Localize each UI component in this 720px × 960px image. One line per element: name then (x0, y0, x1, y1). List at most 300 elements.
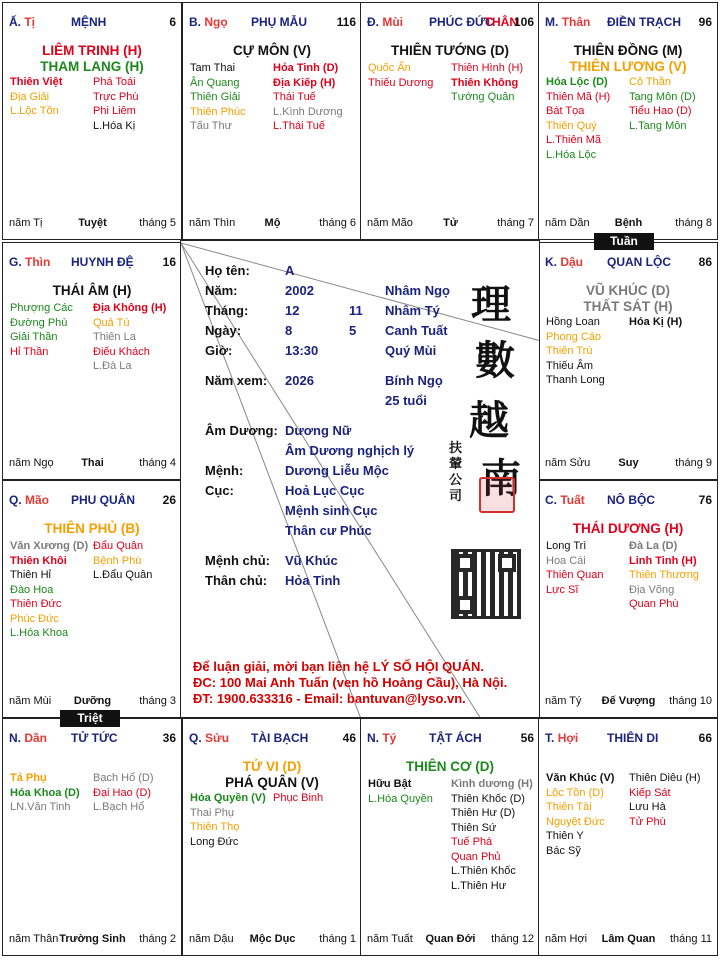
palace-number: 46 (342, 731, 356, 745)
minor-stars-right (93, 539, 152, 583)
minor-star: Thiếu Dương (368, 76, 434, 89)
palace-stage: Mộ (264, 217, 281, 229)
minor-star: L.Hóa Quyền (368, 792, 433, 805)
minor-star: Địa Kiếp (H) (273, 76, 336, 89)
minor-stars-right (93, 301, 166, 374)
minor-star: L.Hóa Kị (93, 119, 136, 132)
palace-cell[interactable] (182, 718, 362, 956)
palace-name: PHỤ MẪU (251, 15, 307, 29)
minor-star: Phục Binh (273, 792, 324, 804)
minor-star: Địa Giải (10, 90, 50, 103)
minor-star: Đẩu Quân (93, 540, 144, 552)
palace-number: 96 (698, 15, 712, 29)
am-duong-label: Âm Dương: (205, 423, 278, 438)
palace-stage: Tuyệt (78, 217, 107, 229)
palace-year: năm Tuất (367, 933, 413, 945)
palace-footer (367, 933, 534, 947)
minor-star: Phong Cáo (546, 330, 602, 343)
minor-star: Đào Hoa (10, 583, 54, 596)
minor-stars-left (190, 61, 246, 134)
main-star: THAM LANG (H) (40, 59, 144, 74)
palace-can: Q. (9, 493, 22, 507)
palace-header (189, 15, 356, 31)
palace-name: NÔ BỘC (607, 493, 655, 507)
palace-stage: Mộc Dục (249, 933, 296, 945)
main-stars (183, 759, 361, 791)
minor-star: Quả Tú (93, 316, 130, 329)
palace-name: TẬT ÁCH (429, 731, 482, 745)
minor-stars-left (10, 75, 62, 119)
than-marker: THÂN (484, 15, 518, 29)
minor-star: Thiên Đức (10, 598, 62, 610)
minor-star: Thiên Tài (546, 801, 592, 813)
minor-star: L.Lộc Tồn (10, 105, 59, 117)
qr-code[interactable] (451, 549, 521, 619)
minor-star: L.Tang Môn (629, 119, 687, 132)
minor-stars-right (93, 75, 138, 133)
minor-star: Hóa Khoa (D) (10, 786, 80, 799)
tuan-marker: Tuần (594, 233, 654, 250)
minor-star: Thiên Hình (H) (451, 62, 524, 74)
palace-footer (545, 695, 712, 709)
minor-stars-right (629, 75, 696, 133)
palace-number: 76 (698, 493, 712, 507)
palace-month: tháng 1 (319, 933, 356, 945)
palace-month: tháng 5 (139, 217, 176, 229)
minor-star: L.Kình Dương (273, 105, 343, 118)
palace-number: 86 (698, 255, 712, 269)
calligraphy-char-3: 越 (469, 397, 509, 444)
minor-star: Quốc Ấn (368, 62, 411, 74)
palace-cell[interactable] (2, 480, 182, 718)
palace-name: MỆNH (71, 15, 107, 29)
palace-number: 36 (162, 731, 176, 745)
main-star: THIÊN ĐỒNG (M) (573, 43, 683, 58)
than-chu-label: Thân chủ: (205, 573, 268, 588)
ho-ten-label: Họ tên: (205, 263, 250, 278)
palace-chi: Dần (24, 731, 48, 745)
minor-star: Hoa Cái (546, 554, 586, 567)
calligraphy-char-4: 南 (481, 455, 521, 502)
minor-star: Thai Phụ (190, 806, 235, 819)
palace-chi: Thân (561, 15, 591, 29)
minor-star: Văn Xương (D) (10, 540, 89, 552)
ngay-label: Ngày: (205, 323, 242, 338)
palace-footer (9, 457, 176, 471)
main-star: TỬ VI (D) (242, 759, 302, 774)
minor-star: Thiên Hỉ (10, 569, 51, 581)
triet-marker: Triệt (60, 710, 120, 727)
minor-star: Thiên Y (546, 830, 584, 842)
minor-star: Tuế Phá (451, 836, 493, 848)
minor-star: Kiếp Sát (629, 786, 671, 799)
thang-label: Tháng: (205, 303, 249, 318)
minor-star: L.Thiên Khốc (451, 865, 516, 877)
gio-value: 13:30 (285, 343, 319, 358)
red-seal-stamp (479, 477, 515, 513)
minor-star: Bác Sỹ (546, 844, 581, 857)
menh-chu-label: Mệnh chủ: (205, 553, 270, 568)
main-star: THÁI ÂM (H) (52, 283, 132, 298)
calligraphy-char-1: 理 (471, 281, 511, 328)
main-star: CỰ MÔN (V) (233, 43, 311, 58)
minor-star: L.Thái Tuế (273, 120, 325, 132)
minor-star: Thiên Hư (D) (451, 807, 516, 819)
palace-header (545, 15, 712, 31)
minor-stars-right (451, 61, 523, 105)
minor-star: Thanh Long (546, 374, 605, 386)
minor-star: Thái Tuế (273, 91, 316, 103)
am-duong-value: Dương Nữ (285, 423, 352, 438)
palace-header (9, 493, 176, 509)
nam-xem-can-chi: Bính Ngọ (385, 373, 443, 388)
palace-year: năm Sửu (545, 457, 591, 469)
minor-star: Địa Võng (629, 583, 675, 596)
minor-stars-left (190, 791, 266, 849)
minor-stars-left (546, 75, 610, 162)
main-stars (3, 521, 181, 537)
palace-chi: Dậu (560, 255, 584, 269)
main-stars (3, 283, 181, 299)
minor-star: Thiên Diêu (H) (629, 772, 701, 784)
minor-star: Thiên Khôi (10, 554, 67, 567)
minor-star: Thiếu Âm (546, 359, 594, 372)
nam-xem-label: Năm xem: (205, 373, 268, 388)
minor-star: L.Thiên Hư (451, 879, 507, 892)
palace-month: tháng 12 (491, 933, 534, 945)
minor-star: Hóa Quyền (V) (190, 792, 266, 804)
minor-stars-left (546, 539, 603, 597)
palace-year: năm Mão (367, 217, 413, 229)
palace-stage: Trường Sinh (59, 933, 126, 945)
ngay-value: 8 (285, 323, 293, 338)
palace-stage: Bệnh (614, 217, 643, 229)
cuc-value: Hoả Lục Cục (285, 483, 365, 498)
palace-number: 6 (169, 15, 176, 29)
minor-star: Bát Tọa (546, 105, 585, 117)
minor-star: Thiên La (93, 331, 136, 343)
nam-label: Năm: (205, 283, 238, 298)
palace-chi: Sửu (205, 731, 230, 745)
minor-star: Thiên Thương (629, 569, 700, 581)
minor-stars-left (10, 771, 80, 815)
palace-stage: Thai (81, 457, 104, 469)
minor-star: Điếu Khách (93, 345, 150, 358)
palace-footer (367, 217, 534, 231)
minor-star: Phúc Đức (10, 612, 59, 625)
main-stars (183, 43, 361, 59)
minor-star: Trực Phù (93, 90, 139, 103)
palace-year: năm Dần (545, 217, 590, 229)
minor-star: Cô Thần (629, 76, 671, 88)
palace-stage: Đế Vượng (601, 695, 656, 707)
main-star: THÁI DƯƠNG (H) (572, 521, 684, 536)
minor-star: Thiên Mã (H) (546, 90, 611, 103)
main-stars (361, 759, 539, 775)
minor-stars-right (273, 791, 323, 806)
minor-star: Hóa Kị (H) (629, 316, 683, 328)
minor-star: Thiên Giải (190, 91, 241, 103)
palace-can: N. (367, 731, 379, 745)
cuc-note-1: Mệnh sinh Cục (285, 503, 378, 518)
minor-stars-right (451, 777, 533, 893)
cuc-note-2: Thân cư Phúc (285, 523, 372, 538)
minor-star: Long Trì (546, 540, 587, 552)
minor-star: Lưu Hà (629, 801, 666, 813)
minor-star: Nguyệt Đức (546, 815, 605, 828)
palace-name: TỬ TỨC (71, 731, 118, 745)
palace-header (367, 731, 534, 747)
main-stars (361, 43, 539, 59)
palace-month: tháng 11 (669, 933, 712, 945)
palace-chi: Tuất (560, 493, 585, 507)
ho-ten-value: A (285, 263, 295, 278)
palace-can: T. (545, 731, 555, 745)
minor-star: Tiểu Hao (D) (629, 105, 692, 117)
palace-can: Ấ. (9, 15, 21, 29)
palace-name: THIÊN DI (607, 731, 659, 745)
palace-month: tháng 9 (675, 457, 712, 469)
minor-star: Thiên Quý (546, 119, 597, 132)
palace-can: M. (545, 15, 559, 29)
minor-star: Văn Khúc (V) (546, 772, 615, 784)
ngay-can-chi: Canh Tuất (385, 323, 448, 338)
palace-year: năm Tị (9, 217, 43, 229)
palace-footer (545, 933, 712, 947)
ngay-am: 5 (349, 323, 357, 338)
palace-header (9, 255, 176, 271)
palace-cell[interactable] (360, 2, 540, 240)
palace-chi: Hợi (557, 731, 579, 745)
palace-month: tháng 2 (139, 933, 176, 945)
palace-stage: Tử (443, 217, 458, 229)
minor-star: Tấu Thư (190, 120, 233, 132)
palace-can: Đ. (367, 15, 379, 29)
minor-star: Bệnh Phù (93, 554, 142, 567)
main-stars (3, 43, 181, 75)
minor-star: Giải Thần (10, 331, 58, 343)
gio-label: Giờ: (205, 343, 233, 358)
palace-year: năm Dậu (189, 933, 234, 945)
palace-name: HUYNH ĐỆ (71, 255, 134, 269)
main-star: THẤT SÁT (H) (583, 299, 673, 314)
palace-name: PHU QUÂN (71, 493, 136, 507)
main-star: THIÊN TƯỚNG (D) (391, 43, 509, 58)
minor-star: Thiên Phúc (190, 105, 246, 118)
contact-phone-email[interactable]: ĐT: 1900.633316 - Email: bantuvan@lyso.vn. (193, 691, 466, 706)
minor-stars-left (10, 539, 88, 641)
minor-stars-left (368, 777, 433, 806)
palace-footer (545, 217, 712, 231)
palace-year: năm Ngọ (9, 457, 54, 469)
am-duong-note: Âm Dương nghịch lý (285, 443, 415, 458)
minor-stars-right (629, 539, 699, 612)
main-stars (539, 283, 717, 315)
palace-month: tháng 4 (139, 457, 176, 469)
palace-number: 26 (162, 493, 176, 507)
minor-star: Hóa Lộc (D) (546, 76, 608, 88)
palace-name: PHÚC ĐỨC (429, 15, 494, 29)
minor-star: Tướng Quân (451, 91, 515, 103)
palace-number: 116 (336, 15, 356, 29)
palace-number: 66 (698, 731, 712, 745)
palace-month: tháng 10 (669, 695, 712, 707)
minor-star: L.Đà La (93, 360, 132, 372)
minor-star: Long Đức (190, 835, 239, 848)
minor-star: L.Bạch Hổ (93, 801, 145, 813)
main-star: THIÊN PHỦ (B) (44, 521, 140, 536)
main-star: PHÁ QUÂN (V) (225, 775, 319, 790)
minor-star: Thiên Việt (10, 76, 63, 88)
menh-chu-value: Vũ Khúc (285, 553, 338, 568)
minor-star: Hỏa Tinh (D) (273, 62, 339, 74)
minor-stars-left (546, 771, 614, 858)
palace-can: B. (189, 15, 201, 29)
minor-stars-left (368, 61, 433, 90)
minor-star: L.Đẩu Quân (93, 569, 153, 581)
palace-header (367, 15, 534, 31)
main-star: THIÊN CƠ (D) (405, 759, 494, 774)
palace-name: ĐIỀN TRẠCH (607, 15, 681, 29)
palace-stage: Dưỡng (73, 695, 112, 707)
palace-can: K. (545, 255, 557, 269)
nam-xem-value: 2026 (285, 373, 314, 388)
palace-year: năm Tý (545, 695, 582, 707)
palace-cell[interactable] (538, 480, 718, 718)
palace-header (545, 493, 712, 509)
palace-cell[interactable] (182, 2, 362, 240)
minor-star: Đà La (D) (629, 540, 678, 552)
minor-star: Phá Toái (93, 76, 136, 88)
minor-star: Bạch Hổ (D) (93, 772, 154, 784)
minor-star: Ân Quang (190, 76, 240, 89)
palace-month: tháng 3 (139, 695, 176, 707)
palace-month: tháng 6 (319, 217, 356, 229)
minor-star: Hỉ Thần (10, 345, 49, 358)
minor-star: L.Thiên Mã (546, 134, 602, 146)
minor-stars-left (10, 301, 73, 359)
palace-stage: Quan Đới (425, 933, 476, 945)
minor-star: Tang Môn (D) (629, 90, 696, 103)
palace-name: TÀI BẠCH (251, 731, 309, 745)
tuoi-value: 25 tuổi (385, 393, 427, 408)
minor-star: Lộc Tồn (D) (546, 786, 604, 799)
minor-star: Quan Phủ (451, 850, 501, 863)
minor-star: Phượng Các (10, 302, 73, 314)
minor-star: Đại Hao (D) (93, 786, 152, 799)
palace-number: 56 (520, 731, 534, 745)
minor-star: Tử Phù (629, 815, 666, 828)
nam-value: 2002 (285, 283, 314, 298)
palace-year: năm Mùi (9, 695, 52, 707)
minor-star: L.Hóa Khoa (10, 627, 69, 639)
palace-can: Q. (189, 731, 202, 745)
minor-star: Lực Sĩ (546, 583, 579, 596)
palace-year: năm Thìn (189, 217, 236, 229)
main-star: LIÊM TRINH (H) (42, 43, 142, 58)
minor-stars-right (93, 771, 154, 815)
contact-address: ĐC: 100 Mai Anh Tuấn (ven hồ Hoàng Cầu), Hà Nội. (193, 675, 508, 690)
palace-cell[interactable] (360, 718, 540, 956)
nam-can-chi: Nhâm Ngọ (385, 283, 450, 298)
minor-star: Thiên Trù (546, 345, 593, 357)
palace-cell[interactable] (2, 2, 182, 240)
minor-star: Thiên Thọ (190, 821, 240, 833)
minor-star: LN.Văn Tinh (10, 801, 71, 813)
palace-header (9, 731, 176, 747)
palace-chi: Thìn (25, 255, 51, 269)
than-chu-value: Hỏa Tinh (285, 573, 341, 588)
calligraphy-char-2: 數 (475, 337, 515, 384)
minor-star: Đường Phù (10, 316, 68, 329)
palace-cell[interactable] (2, 242, 182, 480)
palace-month: tháng 8 (675, 217, 712, 229)
main-star: VŨ KHÚC (D) (586, 283, 670, 298)
center-info-panel (180, 240, 540, 718)
minor-star: Kình dương (H) (451, 778, 533, 790)
palace-name: QUAN LỘC (607, 255, 671, 269)
palace-chi: Tý (382, 731, 397, 745)
palace-cell[interactable] (2, 718, 182, 956)
palace-cell[interactable] (538, 242, 718, 480)
palace-number: 16 (162, 255, 176, 269)
palace-header (9, 15, 176, 31)
palace-footer (545, 457, 712, 471)
minor-star: Địa Không (H) (93, 302, 167, 314)
minor-star: L.Hóa Lộc (546, 148, 597, 161)
palace-year: năm Hợi (545, 933, 588, 945)
cuc-label: Cục: (205, 483, 234, 498)
minor-star: Quan Phù (629, 598, 679, 610)
gio-can-chi: Quý Mùi (385, 343, 437, 358)
minor-star: Hồng Loan (546, 316, 600, 328)
contact-note-1: Để luận giải, mời bạn liên hệ LÝ SỐ HỘI QUÁN. (193, 659, 484, 674)
palace-year: năm Thân (9, 933, 59, 945)
minor-stars-right (629, 771, 701, 829)
thang-am: 11 (349, 303, 363, 318)
palace-stage: Lâm Quan (601, 933, 656, 945)
palace-can: G. (9, 255, 22, 269)
palace-stage: Suy (618, 457, 639, 469)
main-star: THIÊN LƯƠNG (V) (569, 59, 687, 74)
palace-footer (189, 217, 356, 231)
palace-footer (9, 933, 176, 947)
palace-number: 106 (513, 15, 534, 29)
minor-star: Thiên Không (451, 76, 519, 89)
palace-can: C. (545, 493, 557, 507)
palace-header (189, 731, 356, 747)
palace-footer (9, 695, 176, 709)
palace-cell[interactable] (538, 718, 718, 956)
palace-cell[interactable] (538, 2, 718, 240)
minor-star: Thiên Quan (546, 569, 604, 581)
minor-star: Phi Liêm (93, 105, 136, 117)
minor-star: Tả Phụ (10, 772, 47, 784)
main-stars (539, 521, 717, 537)
minor-stars-right (629, 315, 682, 330)
palace-header (545, 255, 712, 271)
main-stars (539, 43, 717, 75)
menh-value: Dương Liễu Mộc (285, 463, 389, 478)
palace-footer (189, 933, 356, 947)
palace-chi: Ngọ (204, 15, 228, 29)
thang-value: 12 (285, 303, 300, 318)
palace-header (545, 731, 712, 747)
minor-star: Thiên Khốc (D) (451, 792, 525, 805)
thang-can-chi: Nhâm Tý (385, 303, 440, 318)
palace-chi: Mùi (382, 15, 404, 29)
minor-stars-right (273, 61, 343, 134)
